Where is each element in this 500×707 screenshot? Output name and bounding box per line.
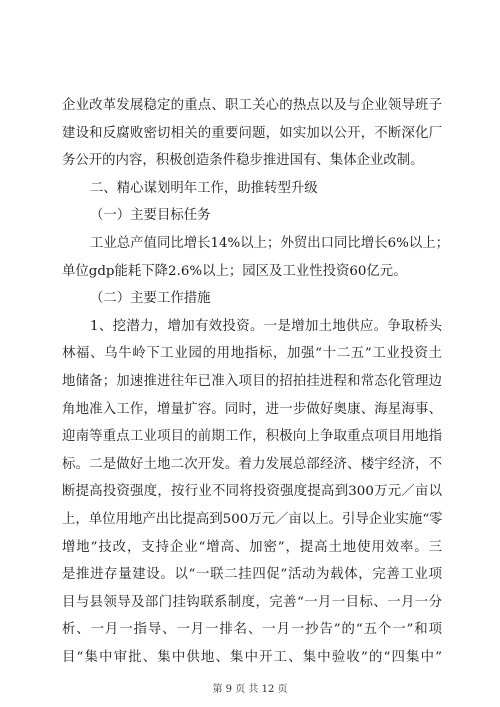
text-line: 建设和反腐败密切相关的重要问题，如实加以公开，不断深化厂 bbox=[62, 125, 442, 141]
text-line: 上，单位用地产出比提高到500万元／亩以上。引导企业实施“零 bbox=[62, 511, 443, 527]
page-number-footer: 第 9 页 共 12 页 bbox=[212, 684, 288, 695]
text-line: 是推进存量建设。以“一联二挂四促”活动为载体，完善工业项 bbox=[62, 567, 442, 583]
text-line: 标。二是做好土地二次开发。着力发展总部经济、楼宇经济，不 bbox=[62, 456, 442, 472]
text-line: 迎南等重点工业项目的前期工作，积极向上争取重点项目用地指 bbox=[62, 429, 442, 445]
document-body bbox=[62, 92, 449, 671]
text-line: 目与县领导及部门挂钩联系制度，完善“一月一目标、一月一分 bbox=[62, 594, 442, 610]
text-line: 地储备；加速推进往年已准入项目的招拍挂进程和常态化管理边 bbox=[62, 373, 442, 389]
subsection-heading: （二）主要工作措施 bbox=[90, 291, 211, 307]
text-line: 角地准入工作，增量扩容。同时，进一步做好奥康、海星海事、 bbox=[62, 401, 442, 417]
section-heading: 二、精心谋划明年工作，助推转型升级 bbox=[90, 180, 318, 196]
text-line: 单位gdp能耗下降2.6%以上；园区及工业性投资60亿元。 bbox=[62, 263, 407, 279]
text-line: 目“集中审批、集中供地、集中开工、集中验收”的“四集中” bbox=[62, 649, 442, 665]
text-line: 析、一月一指导、一月一排名、一月一抄告”的“五个一”和项 bbox=[62, 622, 442, 638]
text-line: 增地”技改，支持企业“增高、加密”，提高土地使用效率。三 bbox=[62, 539, 442, 555]
text-line: 企业改革发展稳定的重点、职工关心的热点以及与企业领导班子 bbox=[62, 98, 442, 113]
text-line: 工业总产值同比增长14%以上；外贸出口同比增长6%以上； bbox=[90, 235, 449, 251]
text-line: 务公开的内容，积极创造条件稳步推进国有、集体企业改制。 bbox=[62, 153, 424, 169]
text-line: 林福、乌牛岭下工业园的用地指标，加强“十二五”工业投资土 bbox=[62, 346, 442, 362]
subsection-heading: （一）主要目标任务 bbox=[90, 208, 211, 224]
text-line: 1、挖潜力，增加有效投资。一是增加土地供应。争取桥头 bbox=[90, 318, 442, 334]
text-line: 断提高投资强度，按行业不同将投资强度提高到300万元／亩以 bbox=[62, 484, 442, 500]
